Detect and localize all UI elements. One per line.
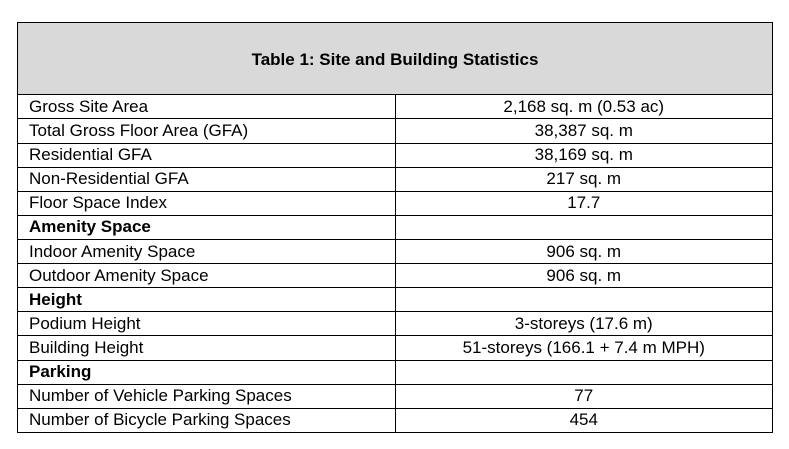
row-label: Podium Height [18, 312, 396, 336]
table-title-row [18, 23, 773, 95]
section-header-row-height [18, 288, 773, 312]
row-value: 2,168 sq. m (0.53 ac) [395, 95, 773, 119]
table-row [18, 95, 773, 119]
row-value: 454 [395, 408, 773, 432]
table-row [18, 384, 773, 408]
row-value: 906 sq. m [395, 240, 773, 264]
table-row [18, 240, 773, 264]
row-label: Number of Bicycle Parking Spaces [18, 408, 396, 432]
table-row [18, 191, 773, 215]
row-label: Gross Site Area [18, 95, 396, 119]
table-row [18, 119, 773, 143]
section-header-row-amenity [18, 215, 773, 239]
row-label: Number of Vehicle Parking Spaces [18, 384, 396, 408]
row-value: 17.7 [395, 191, 773, 215]
row-value: 3-storeys (17.6 m) [395, 312, 773, 336]
section-heading-height: Height [18, 288, 396, 312]
section-heading-parking: Parking [18, 360, 396, 384]
row-label: Indoor Amenity Space [18, 240, 396, 264]
row-value [395, 288, 773, 312]
table-title: Table 1: Site and Building Statistics [18, 23, 773, 95]
section-heading-amenity: Amenity Space [18, 215, 396, 239]
row-value: 906 sq. m [395, 264, 773, 288]
table-row [18, 143, 773, 167]
table-row [18, 336, 773, 360]
row-value [395, 360, 773, 384]
site-building-statistics-table [17, 22, 773, 433]
row-value: 217 sq. m [395, 167, 773, 191]
row-value: 38,169 sq. m [395, 143, 773, 167]
section-header-row-parking [18, 360, 773, 384]
row-label: Building Height [18, 336, 396, 360]
row-label: Residential GFA [18, 143, 396, 167]
row-label: Floor Space Index [18, 191, 396, 215]
table-row [18, 264, 773, 288]
row-label: Total Gross Floor Area (GFA) [18, 119, 396, 143]
row-label: Non-Residential GFA [18, 167, 396, 191]
row-value: 77 [395, 384, 773, 408]
table-row [18, 408, 773, 432]
row-value: 38,387 sq. m [395, 119, 773, 143]
row-label: Outdoor Amenity Space [18, 264, 396, 288]
table-row [18, 312, 773, 336]
row-value: 51-storeys (166.1 + 7.4 m MPH) [395, 336, 773, 360]
row-value [395, 215, 773, 239]
table-row [18, 167, 773, 191]
